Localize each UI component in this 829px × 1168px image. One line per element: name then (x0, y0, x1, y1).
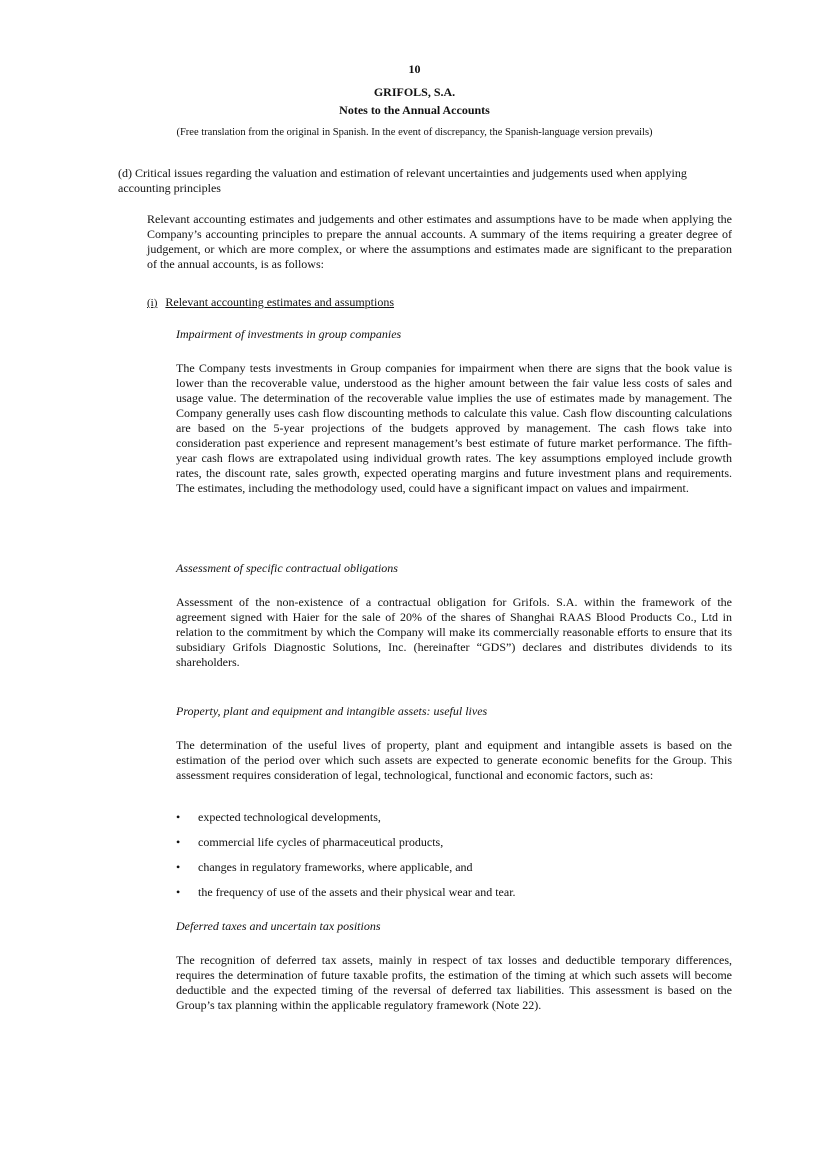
document-title: Notes to the Annual Accounts (339, 103, 490, 117)
useful-lives-paragraph: The determination of the useful lives of property, plant and equipment and intangible assets is based on the estimation of the period over which such assets are expected to generate economic benefits for the Group. This assessment requires consideration of legal, technological, functional and economic factors, such as: (176, 738, 732, 782)
company-name: GRIFOLS, S.A. (373, 85, 456, 99)
bullet-icon: • (176, 835, 181, 849)
contractual-heading: Assessment of specific contractual obligations (176, 561, 398, 575)
list-item-text: changes in regulatory frameworks, where applicable, and (198, 860, 473, 874)
subsection-number: (i) (147, 297, 158, 309)
subsection-i-heading (147, 295, 394, 310)
useful-lives-heading: Property, plant and equipment and intangible assets: useful lives (176, 704, 488, 718)
impairment-heading: Impairment of investments in group companies (176, 327, 402, 341)
deferred-taxes-paragraph: The recognition of deferred tax assets, mainly in respect of tax losses and deductible temporary differences, requires the determination of future taxable profits, the estimation of the timing at which such assets will become deductible and the expected timing of the reversal of deferred tax liabilities. This assessment is based on the Group’s tax planning within the applicable regulatory framework (Note 22). (176, 953, 732, 1012)
contractual-paragraph: Assessment of the non-existence of a contractual obligation for Grifols. S.A. within the framework of the agreement signed with Haier for the sale of 20% of the shares of Shanghai RAAS Blood Products Co., Ltd in relation to the commitment by which the Company will make its commercially reasonable efforts to ensure that its subsidiary Grifols Diagnostic Solutions, Inc. (hereinafter “GDS”) declares and distributes dividends to its shareholders. (176, 595, 732, 669)
list-item (176, 810, 381, 825)
list-item-text: the frequency of use of the assets and their physical wear and tear. (198, 885, 516, 899)
list-item (176, 860, 473, 875)
page-number: 10 (408, 62, 421, 76)
list-item-text: commercial life cycles of pharmaceutical products, (198, 835, 444, 849)
deferred-taxes-heading: Deferred taxes and uncertain tax positions (176, 919, 381, 933)
section-d-heading: (d) Critical issues regarding the valuation and estimation of relevant uncertainties and judgements used when applying accounting principles (118, 166, 687, 195)
translation-note: (Free translation from the original in Spanish. In the event of discrepancy, the Spanish-language version prevails) (176, 127, 653, 138)
list-item-text: expected technological developments, (198, 810, 381, 824)
subsection-title: Relevant accounting estimates and assumptions (165, 295, 395, 309)
list-item (176, 885, 516, 900)
impairment-paragraph: The Company tests investments in Group companies for impairment when there are signs that the book value is lower than the recoverable value, understood as the higher amount between the fair value less costs of sales and usage value. The determination of the recoverable value implies the use of estimates made by management. The Company generally uses cash flow discounting methods to calculate this value. Cash flow discounting calculations are based on the 5-year projections of the budgets approved by management. The cash flows take into consideration past experience and represent management’s best estimate of future market performance. The fifth-year cash flows are extrapolated using individual growth rates. The key assumptions employed include growth rates, the discount rate, sales growth, expected operating margins and future investment plans and requirements. The estimates, including the methodology used, could have a significant impact on values and impairment. (176, 361, 732, 495)
bullet-icon: • (176, 860, 181, 874)
bullet-icon: • (176, 885, 181, 899)
bullet-icon: • (176, 810, 181, 824)
list-item (176, 835, 443, 850)
section-d-intro: Relevant accounting estimates and judgements and other estimates and assumptions have to be made when applying the Company’s accounting principles to prepare the annual accounts. A summary of the items requiring a greater degree of judgement, or which are more complex, or where the assumptions and estimates made are significant to the preparation of the annual accounts, is as follows: (147, 212, 732, 271)
